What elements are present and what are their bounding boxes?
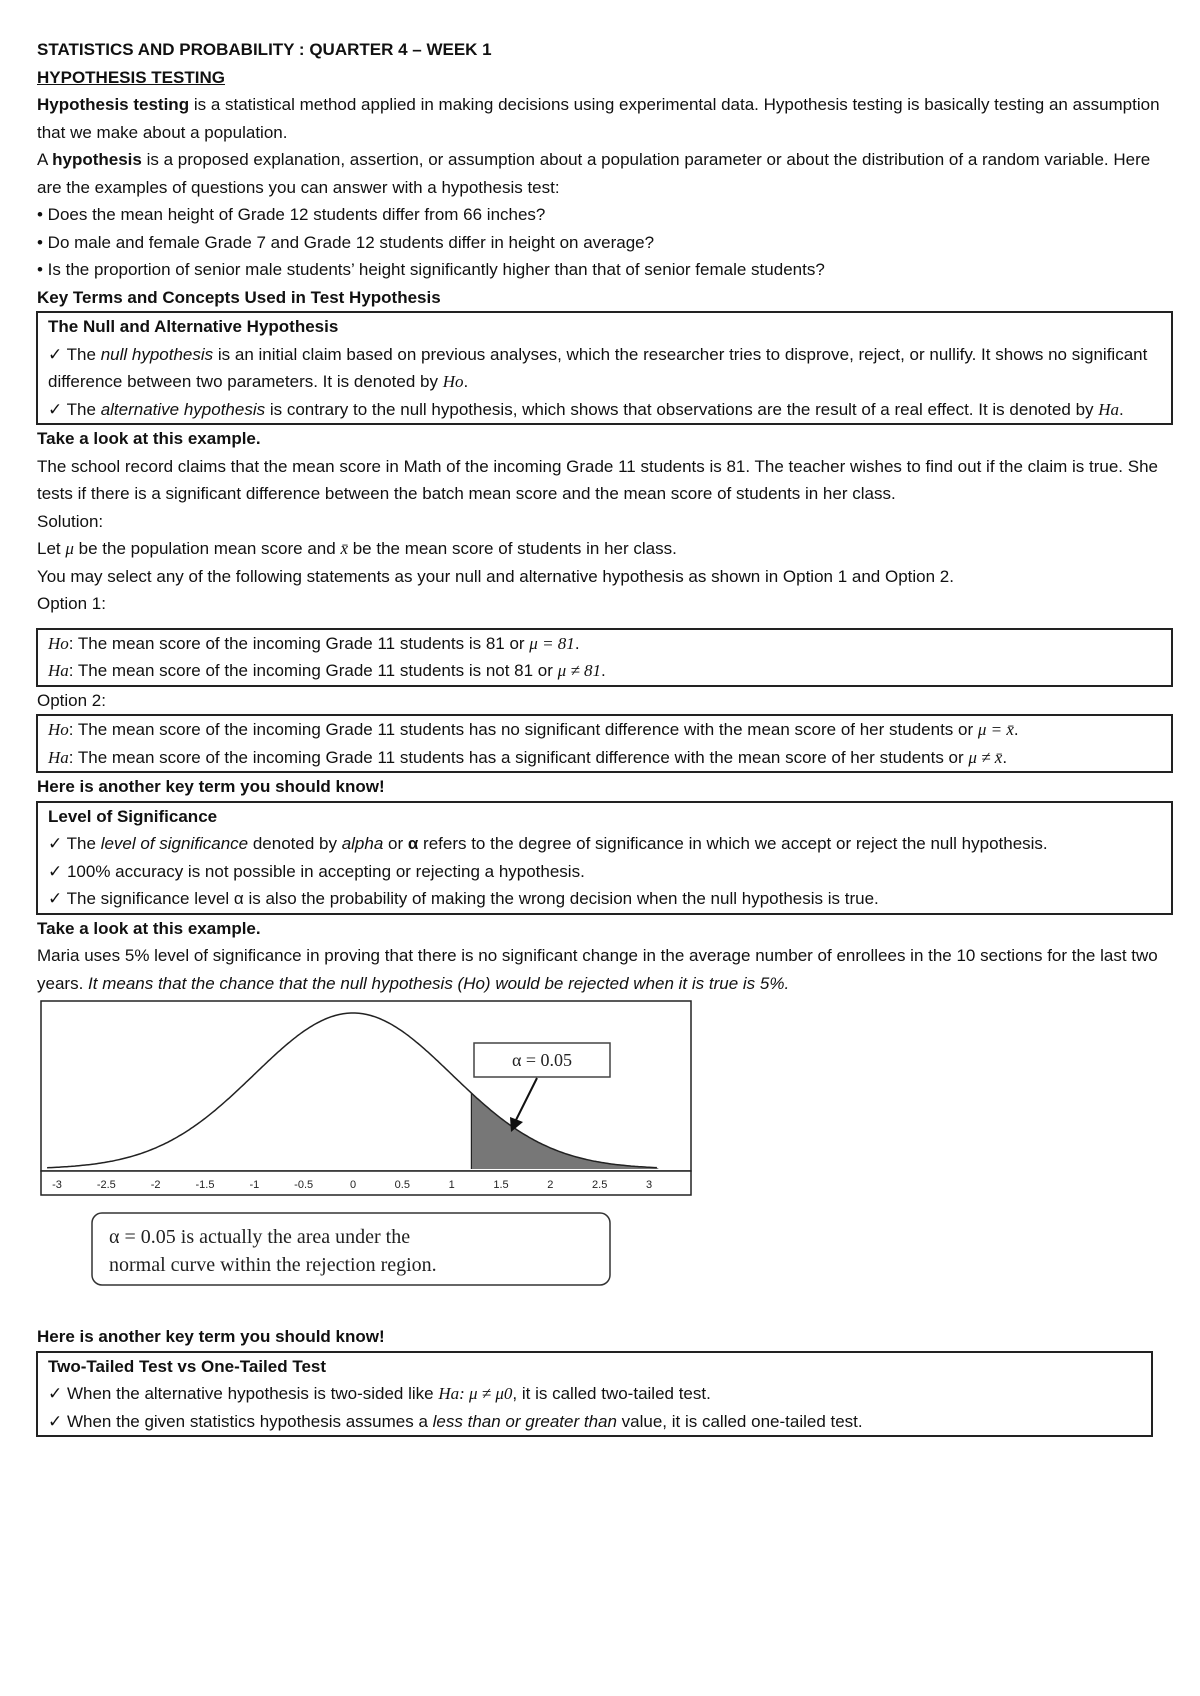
x-tick-label: -1	[249, 1179, 260, 1191]
option1-null: Ho: The mean score of the incoming Grade 11 students is 81 or μ = 81.	[48, 633, 580, 653]
term-hypothesis: hypothesis	[52, 150, 142, 169]
bullet-item: • Does the mean height of Grade 12 students differ from 66 inches?	[37, 205, 546, 224]
significance-box	[36, 801, 1173, 915]
x-tick-label: 0.5	[394, 1179, 410, 1191]
x-tick-label: -2.5	[96, 1179, 116, 1191]
term-hypothesis-testing: Hypothesis testing	[37, 95, 190, 114]
option2-null: Ho: The mean score of the incoming Grade 11 students has no significant difference with the mean score of her students or μ = x̄.	[48, 720, 1019, 739]
significance-item: ✓ The significance level α is also the probability of making the wrong decision when the null hypothesis is true.	[48, 889, 879, 908]
one-tailed-item: ✓ When the given statistics hypothesis assumes a less than or greater than value, it is called one-tailed test.	[48, 1411, 863, 1431]
intro-paragraph-2: A hypothesis is a proposed explanation, assertion, or assumption about a population parameter or about the distribution of a random variable. Here are the examples of questions you can answer with a hypothesis test:	[37, 150, 1151, 197]
x-tick-label: -2	[150, 1179, 161, 1191]
x-tick-label: -3	[52, 1179, 62, 1191]
example-text: Maria uses 5% level of significance in proving that there is no significant change in the average number of enrollees in the 10 sections for the last two years. It means that the chance that the null hypothesis (Ho) would be rejected when it is true is 5%.	[37, 946, 1158, 993]
caption-line-1: α = 0.05 is actually the area under the	[109, 1226, 411, 1248]
let-statement: Let μ be the population mean score and x̄ be the mean score of students in her class.	[37, 539, 677, 558]
two-tailed-item: ✓ When the alternative hypothesis is two-sided like Ha: μ ≠ μ0, it is called two-tailed test.	[48, 1384, 711, 1403]
significance-item: ✓ The level of significance denoted by alpha or α refers to the degree of significance in which we accept or reject the null hypothesis.	[48, 834, 1048, 853]
x-tick-label: 2	[547, 1179, 554, 1191]
key-terms-heading: Key Terms and Concepts Used in Test Hypothesis	[37, 287, 441, 307]
box-title: The Null and Alternative Hypothesis	[48, 317, 339, 336]
x-tick-label: 1	[448, 1179, 455, 1191]
example-heading: Take a look at this example.	[37, 918, 261, 938]
option1-box	[36, 628, 1173, 687]
null-alternative-box	[36, 311, 1173, 425]
bullet-item: • Is the proportion of senior male students’ height significantly higher than that of senior female students?	[37, 260, 825, 279]
select-statement: You may select any of the following statements as your null and alternative hypothesis as shown in Option 1 and Option 2.	[37, 566, 954, 586]
significance-item: ✓ 100% accuracy is not possible in accepting or rejecting a hypothesis.	[48, 861, 585, 881]
example-heading: Take a look at this example.	[37, 429, 261, 448]
document-page	[37, 36, 1172, 1437]
x-tick-label: -1.5	[195, 1179, 215, 1191]
alternative-hypothesis-item: ✓ The alternative hypothesis is contrary to the null hypothesis, which shows that observations are the result of a real effect. It is denoted by Ha.	[48, 399, 1124, 419]
example-text: The school record claims that the mean score in Math of the incoming Grade 11 students is 81. The teacher wishes to find out if the claim is true. She tests if there is a significant difference between the batch mean score and the mean score of students in her class.	[37, 456, 1158, 503]
key-term-heading: Here is another key term you should know!	[37, 777, 385, 796]
option2-box	[36, 714, 1173, 773]
option2-alternative: Ha: The mean score of the incoming Grade 11 students has a significant difference with the mean score of her students or μ ≠ x̄.	[48, 747, 1008, 767]
x-tick-label: -0.5	[294, 1179, 314, 1191]
topic-heading: HYPOTHESIS TESTING	[37, 67, 225, 87]
plot-frame	[41, 1001, 691, 1171]
box-title: Level of Significance	[48, 806, 218, 826]
x-tick-label: 2.5	[592, 1179, 608, 1191]
option2-label: Option 2:	[37, 690, 106, 710]
alpha-label: α = 0.05	[511, 1050, 573, 1070]
x-tick-label: 1.5	[493, 1179, 509, 1191]
document-title: STATISTICS AND PROBABILITY : QUARTER 4 – WEEK 1	[37, 40, 492, 59]
key-term-heading: Here is another key term you should know!	[37, 1327, 385, 1346]
tailed-test-box	[36, 1351, 1153, 1438]
option1-alternative: Ha: The mean score of the incoming Grade 11 students is not 81 or μ ≠ 81.	[48, 661, 606, 680]
normal-curve-chart	[37, 999, 697, 1319]
box-title: Two-Tailed Test vs One-Tailed Test	[48, 1356, 327, 1376]
bullet-item: • Do male and female Grade 7 and Grade 12 students differ in height on average?	[37, 232, 655, 252]
intro-paragraph-1: Hypothesis testing is a statistical method applied in making decisions using experimental data. Hypothesis testing is basically testing an assumption that we make about a population.	[37, 95, 1160, 142]
caption-line-2: normal curve within the rejection region.	[109, 1254, 437, 1276]
null-hypothesis-item: ✓ The null hypothesis is an initial claim based on previous analyses, which the researcher tries to disprove, reject, or nullify. It shows no significant difference between two parameters. It is denoted by Ho.	[48, 344, 1148, 391]
normal-curve-figure	[37, 999, 1172, 1319]
x-tick-label: 3	[645, 1179, 653, 1191]
option1-label: Option 1:	[37, 594, 106, 613]
x-tick-label: 0	[349, 1179, 357, 1191]
solution-label: Solution:	[37, 511, 104, 531]
